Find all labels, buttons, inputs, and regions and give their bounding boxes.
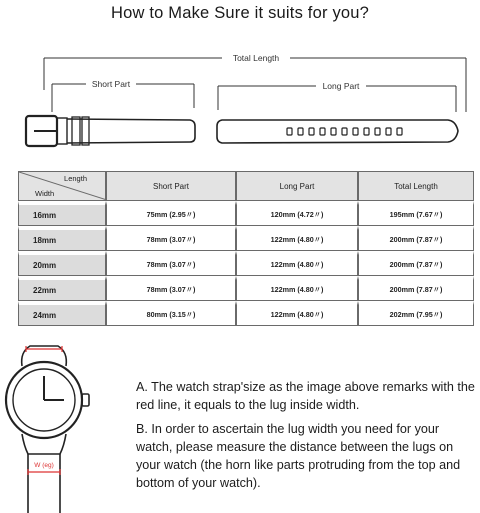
row-long: 122mm (4.80〃) [236, 276, 358, 301]
long-strap-shape [217, 120, 458, 143]
row-total: 200mm (7.87〃) [358, 226, 474, 251]
corner-length-label: Length [64, 174, 87, 183]
row-short: 78mm (3.07〃) [106, 251, 236, 276]
table-row [18, 251, 474, 276]
row-short: 78mm (3.07〃) [106, 276, 236, 301]
row-long: 120mm (4.72〃) [236, 201, 358, 226]
strap-holes [287, 128, 402, 135]
row-short: 80mm (3.15〃) [106, 301, 236, 326]
lug-width-label: W (eg) [34, 462, 54, 469]
row-width: 20mm [18, 251, 106, 276]
row-long: 122mm (4.80〃) [236, 301, 358, 326]
short-strap-shape [26, 116, 195, 146]
column-header-long-part: Long Part [236, 171, 358, 201]
short-part-label: Short Part [91, 79, 131, 89]
column-header-short-part: Short Part [106, 171, 236, 201]
table-row [18, 276, 474, 301]
table-row [18, 226, 474, 251]
row-short: 78mm (3.07〃) [106, 226, 236, 251]
table-corner-cell [18, 171, 106, 201]
short-part-dimension [52, 79, 194, 112]
row-total: 195mm (7.67〃) [358, 201, 474, 226]
row-width: 18mm [18, 226, 106, 251]
page-title: How to Make Sure it suits for you? [110, 4, 370, 22]
column-header-total-length: Total Length [358, 171, 474, 201]
note-a: A. The watch strap'size as the image above remarks with the red line, it equals to the lug inside width. [136, 380, 475, 412]
lug-width-marker-bottom [28, 469, 60, 475]
table-header-row [18, 171, 474, 201]
row-total: 200mm (7.87〃) [358, 276, 474, 301]
table-row [18, 301, 474, 326]
corner-diagonal [19, 172, 107, 200]
row-total: 202mm (7.95〃) [358, 301, 474, 326]
size-table [18, 171, 474, 326]
lug-width-marker-top [26, 346, 62, 352]
table-row [18, 201, 474, 226]
watch-illustration [0, 338, 130, 513]
note-b: B. In order to ascertain the lug width you need for your watch, please measure the distance between the lugs on your watch (the horn like parts protruding from the top and bottom of your watch). [136, 422, 461, 490]
total-length-label: Total Length [232, 53, 280, 63]
row-width: 16mm [18, 201, 106, 226]
long-part-label: Long Part [322, 81, 360, 91]
row-total: 200mm (7.87〃) [358, 251, 474, 276]
row-width: 22mm [18, 276, 106, 301]
strap-diagram [0, 0, 480, 171]
row-width: 24mm [18, 301, 106, 326]
row-long: 122mm (4.80〃) [236, 226, 358, 251]
row-long: 122mm (4.80〃) [236, 251, 358, 276]
row-short: 75mm (2.95〃) [106, 201, 236, 226]
corner-width-label: Width [35, 189, 55, 198]
long-part-dimension [218, 81, 456, 112]
